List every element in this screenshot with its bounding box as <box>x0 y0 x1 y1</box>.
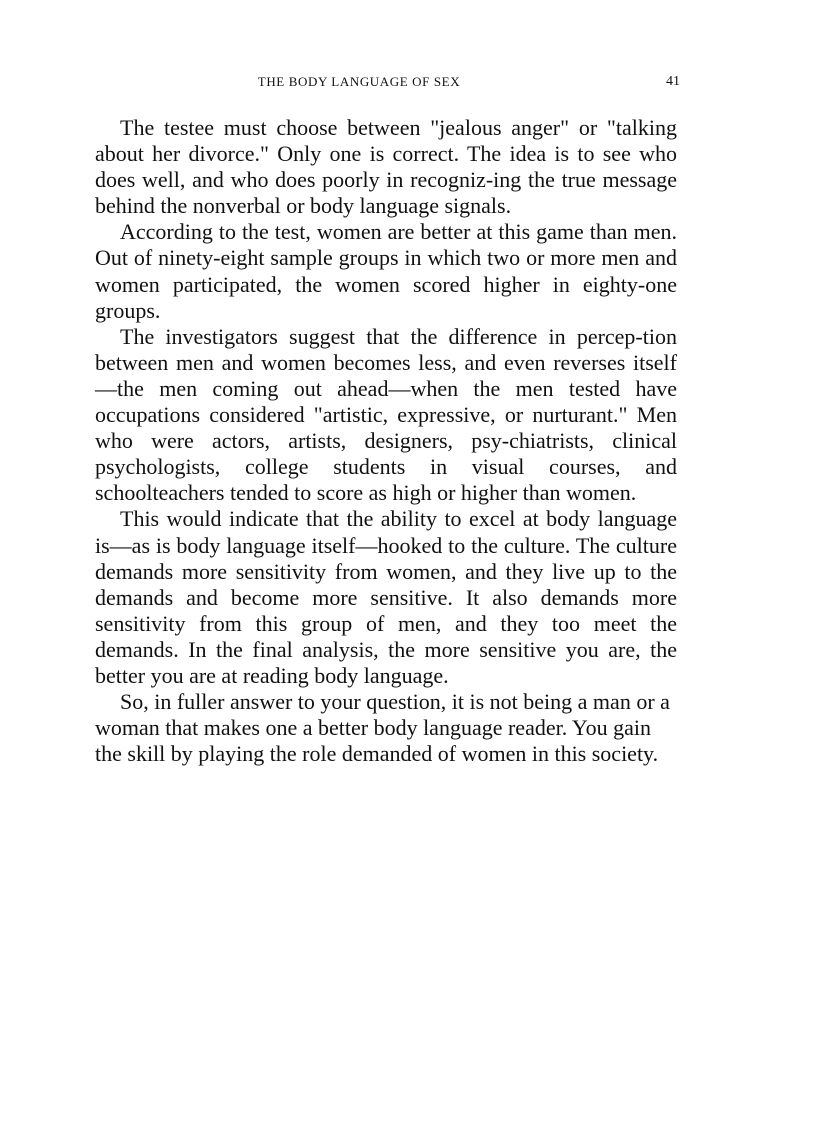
paragraph: So, in fuller answer to your question, it is not being a man or a woman that makes one a better body language reader. You gain the skill by playing the role demanded of women in this society. <box>95 689 670 767</box>
paragraph: The investigators suggest that the difference in percep-tion between men and women becomes less, and even reverses itself—the men coming out ahead—when the men tested have occupations considered "artistic, expressive, or nurturant." Men who were actors, artists, designers, psy-chiatrists, clinical psychologists, college students in visual courses, and schoolteachers tended to score as high or higher than women. <box>95 323 677 506</box>
page-number: 41 <box>666 74 680 89</box>
running-head <box>95 74 680 94</box>
running-title: THE BODY LANGUAGE OF SEX <box>257 74 461 89</box>
paragraph: According to the test, women are better at this game than men. Out of ninety-eight sample groups in which two or more men and women participated, the women scored higher in eighty-one groups. <box>95 219 677 323</box>
paragraph: The testee must choose between "jealous anger" or "talking about her divorce." Only one is correct. The idea is to see who does well, and who does poorly in recogniz-ing the true message behind the nonverbal or body language signals. <box>95 115 677 219</box>
body-text <box>95 115 677 767</box>
paragraph: This would indicate that the ability to excel at body language is—as is body language itself—hooked to the culture. The culture demands more sensitivity from women, and they live up to the demands and become more sensitive. It also demands more sensitivity from this group of men, and they too meet the demands. In the final analysis, the more sensitive you are, the better you are at reading body language. <box>95 506 677 688</box>
